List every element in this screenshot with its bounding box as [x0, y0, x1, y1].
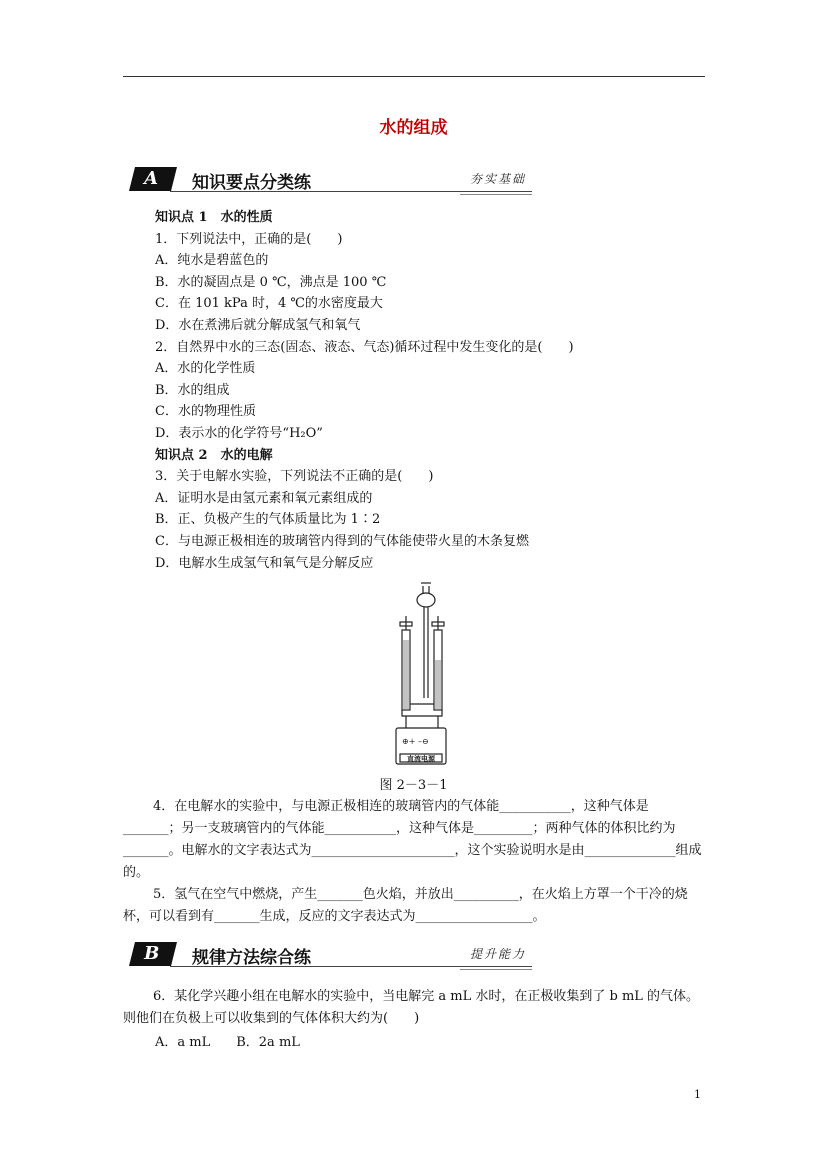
line-q3d: D．电解水生成氢气和氧气是分解反应 [155, 555, 374, 571]
line-q3b: B．正、负极产生的气体质量比为 1∶2 [155, 512, 381, 528]
line-q1a: A．纯水是碧蓝色的 [155, 253, 269, 269]
power-supply-label: 直流电源 [407, 754, 435, 763]
line-q1d: D．水在煮沸后就分解成氢气和氧气 [155, 318, 361, 333]
electrolysis-apparatus-figure [380, 578, 460, 772]
question-6: 6．某化学兴趣小组在电解水的实验中，当电解完 a mL 水时，在正极收集到了 b mL 的气体。则他们在负极上可以收集到的气体体积大约为( ) [123, 989, 700, 1026]
section-a-tag: 夯实基础 [469, 172, 526, 186]
question-6-options: A．a mL B．2a mL [155, 1035, 300, 1050]
line-q3a: A．证明水是由氢元素和氧元素组成的 [155, 490, 373, 506]
section-b-tag: 提升能力 [469, 947, 526, 961]
header-rule [123, 76, 705, 77]
line-q1b: B．水的凝固点是 0 ℃，沸点是 100 ℃ [155, 274, 387, 290]
section-a-banner [130, 165, 532, 195]
question-5: 5．氢气在空气中燃烧，产生_______色火焰，并放出__________，在火焰上方罩一个干冷的烧杯，可以看到有_______生成，反应的文字表达式为__________________。 [123, 887, 688, 924]
page-number: 1 [694, 1088, 701, 1101]
section-b-label: 规律方法综合练 [192, 948, 311, 968]
line-q2: 2．自然界中水的三态(固态、液态、气态)循环过程中发生变化的是( ) [155, 339, 574, 355]
line-q2a: A．水的化学性质 [155, 361, 256, 377]
line-q2d: D．表示水的化学符号“H₂O” [155, 426, 323, 441]
line-q3c: C．与电源正极相连的玻璃管内得到的气体能使带火星的木条复燃 [155, 534, 529, 549]
figure-caption: 图 2－3－1 [379, 778, 448, 793]
line-q3: 3．关于电解水实验，下列说法不正确的是( ) [155, 469, 434, 485]
section-a-label: 知识要点分类练 [192, 173, 311, 193]
line-q1: 1．下列说法中，正确的是( ) [155, 231, 343, 247]
svg-text:⊕+ –⊖: ⊕+ –⊖ [402, 737, 429, 746]
section-b-badge: B [129, 942, 177, 966]
line-q2b: B．水的组成 [155, 382, 230, 398]
line-q1c: C．在 101 kPa 时，4 ℃的水密度最大 [155, 296, 383, 312]
section-b-banner [130, 940, 532, 970]
page-title: 水的组成 [379, 118, 448, 138]
line-kp1: 知识点 1 水的性质 [155, 210, 273, 225]
line-kp2: 知识点 2 水的电解 [155, 447, 273, 463]
section-a-badge: A [129, 167, 177, 191]
question-4: 4．在电解水的实验中，与电源正极相连的玻璃管内的气体能___________，这种气体是_______；另一支玻璃管内的气体能___________，这种气体是_________；两种气体的体积比约为_______。电解水的文字表达式为______________________，这个实验说明水是由______________组成的。 [123, 799, 702, 880]
line-q2c: C．水的物理性质 [155, 404, 256, 420]
